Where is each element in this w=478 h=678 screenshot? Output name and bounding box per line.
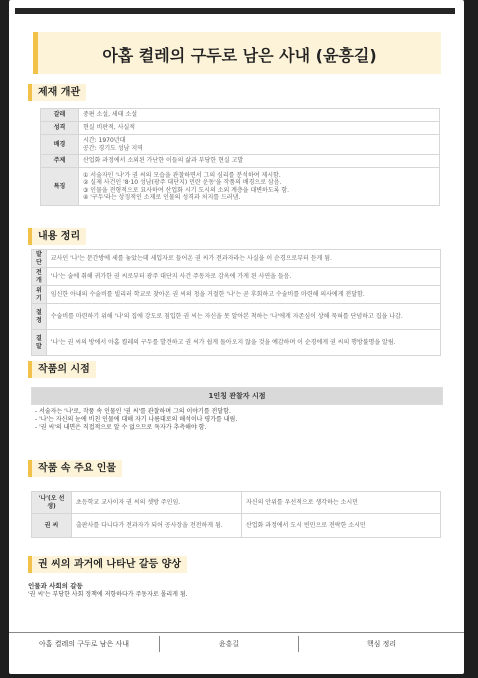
- table-row: [41, 135, 440, 155]
- row-label: 갈래: [41, 109, 79, 122]
- conflict-heading: 인물과 사회의 갈등: [28, 582, 83, 590]
- row-value: '나'는 술에 취해 귀가한 권 씨로부터 광주 대단지 사건 주동자로 감옥에 가게 된 사연을 들음.: [46, 268, 440, 286]
- viewpoint-line-3: - '권 씨'의 내면은 직접적으로 알 수 없으므로 독자가 추측해야 함.: [35, 424, 207, 431]
- row-value: 임신한 아내의 수술비를 빌리러 학교로 찾아온 권 씨의 청을 거절한 '나'는 곧 후회하고 수술비를 마련해 의사에게 전달함.: [46, 286, 440, 304]
- viewpoint-header: 1인칭 관찰자 시점: [208, 392, 266, 400]
- character-name: '나'(오 선생): [32, 492, 72, 514]
- table-row: [32, 268, 441, 286]
- summary-table: [31, 249, 441, 356]
- row-label: 절정: [32, 304, 47, 330]
- row-label: 배경: [41, 135, 79, 155]
- row-label: 전개: [32, 268, 47, 286]
- title-box: [33, 32, 441, 74]
- row-label: 주제: [41, 155, 79, 168]
- table-row: [41, 168, 440, 206]
- row-value: 현실 비판적, 사실적: [79, 122, 440, 135]
- viewpoint-header-bar: [31, 387, 443, 405]
- character-desc: 초등학교 교사이자 권 씨의 셋방 주인임.: [72, 492, 242, 514]
- footer-author: 윤흥길: [218, 640, 240, 648]
- table-row: [41, 109, 440, 122]
- row-value: ① 서술자인 '나'가 권 씨의 모습을 관찰하면서 그의 심리를 분석하여 제시함. ② 실제 사건인 '8·10 성남(광주 대단지) 민란 운동'을 작품의 배경으로 삼음. ③ 인물을 전형적으로 묘사하여 산업화 시기 도시의 소외 계층을 대변하도록 함. ④ '구두'라는 상징적인 소재로 인물의 성격과 처지를 드러냄.: [79, 168, 440, 206]
- row-value: 수술비를 마련하기 위해 '나'의 집에 강도로 침입한 권 씨는 자신을 못 알아본 척하는 '나'에게 자존심이 상해 묵혀를 단념하고 집을 나감.: [46, 304, 440, 330]
- row-label: 성격: [41, 122, 79, 135]
- row-value: 교사인 '나'는 문간방에 세를 놓았는데 세입자로 들어온 권 씨가 전과자라는 사실을 이 순경으로부터 듣게 됨.: [46, 250, 440, 268]
- viewpoint-line-1: - 서술자는 '나'로, 작품 속 인물인 '권 씨'를 관찰하며 그의 이야기를 전달함.: [35, 408, 231, 415]
- row-value: 산업화 과정에서 소외된 가난한 이들의 삶과 부당한 현실 고발: [79, 155, 440, 168]
- section-heading-viewpoint: 작품의 시점: [28, 361, 96, 378]
- character-desc: 출판사를 다니다가 전과자가 되어 공사장을 전전하게 됨.: [72, 514, 242, 538]
- conflict-text: '권 씨'는 부당한 사회 정책에 저항하다가 주동자로 몰리게 됨.: [28, 591, 188, 598]
- viewpoint-body: [31, 404, 441, 444]
- character-trait: 자신의 안위를 우선적으로 생각하는 소시민: [242, 492, 441, 514]
- section-heading-overview: 제재 개관: [28, 84, 86, 101]
- footer-work-title: 아홉 켤레의 구두로 남은 사내: [38, 640, 130, 648]
- page-footer: [9, 632, 464, 655]
- characters-table: [31, 491, 441, 538]
- section-heading-summary: 내용 정리: [28, 228, 86, 245]
- character-name: 권 씨: [32, 514, 72, 538]
- table-row: [32, 286, 441, 304]
- section-heading-conflict: 권 씨의 과거에 나타난 갈등 양상: [28, 556, 187, 573]
- viewpoint-line-2: - '나'는 자신의 눈에 비친 인물에 대해 자기 나름대로의 해석이나 평가를 내림.: [35, 416, 238, 423]
- row-label: 발단: [32, 250, 47, 268]
- footer-section-label: 핵심 정리: [366, 640, 397, 648]
- table-row: [32, 304, 441, 330]
- page-title: 아홉 켤레의 구두로 남은 사내 (윤흥길): [102, 46, 377, 65]
- table-row: [41, 122, 440, 135]
- table-row: [32, 330, 441, 356]
- row-label: 결말: [32, 330, 47, 356]
- overview-table: [40, 108, 440, 206]
- top-bar: [15, 8, 455, 14]
- table-row: [32, 250, 441, 268]
- section-heading-characters: 작품 속 주요 인물: [28, 460, 122, 477]
- right-edge: [464, 0, 478, 678]
- row-value: 중편 소설, 세태 소설: [79, 109, 440, 122]
- table-row: [41, 155, 440, 168]
- character-trait: 산업화 과정에서 도시 빈민으로 전락한 소시민: [242, 514, 441, 538]
- row-label: 위기: [32, 286, 47, 304]
- row-label: 특징: [41, 168, 79, 206]
- row-value: 시간: 1970년대 공간: 경기도 성남 지역: [79, 135, 440, 155]
- row-value: '나'는 권 씨의 방에서 아홉 켤레의 구두를 발견하고 권 씨가 쉽게 돌아오지 않을 것을 예감하며 이 순경에게 권 씨의 행방불명을 알림.: [46, 330, 440, 356]
